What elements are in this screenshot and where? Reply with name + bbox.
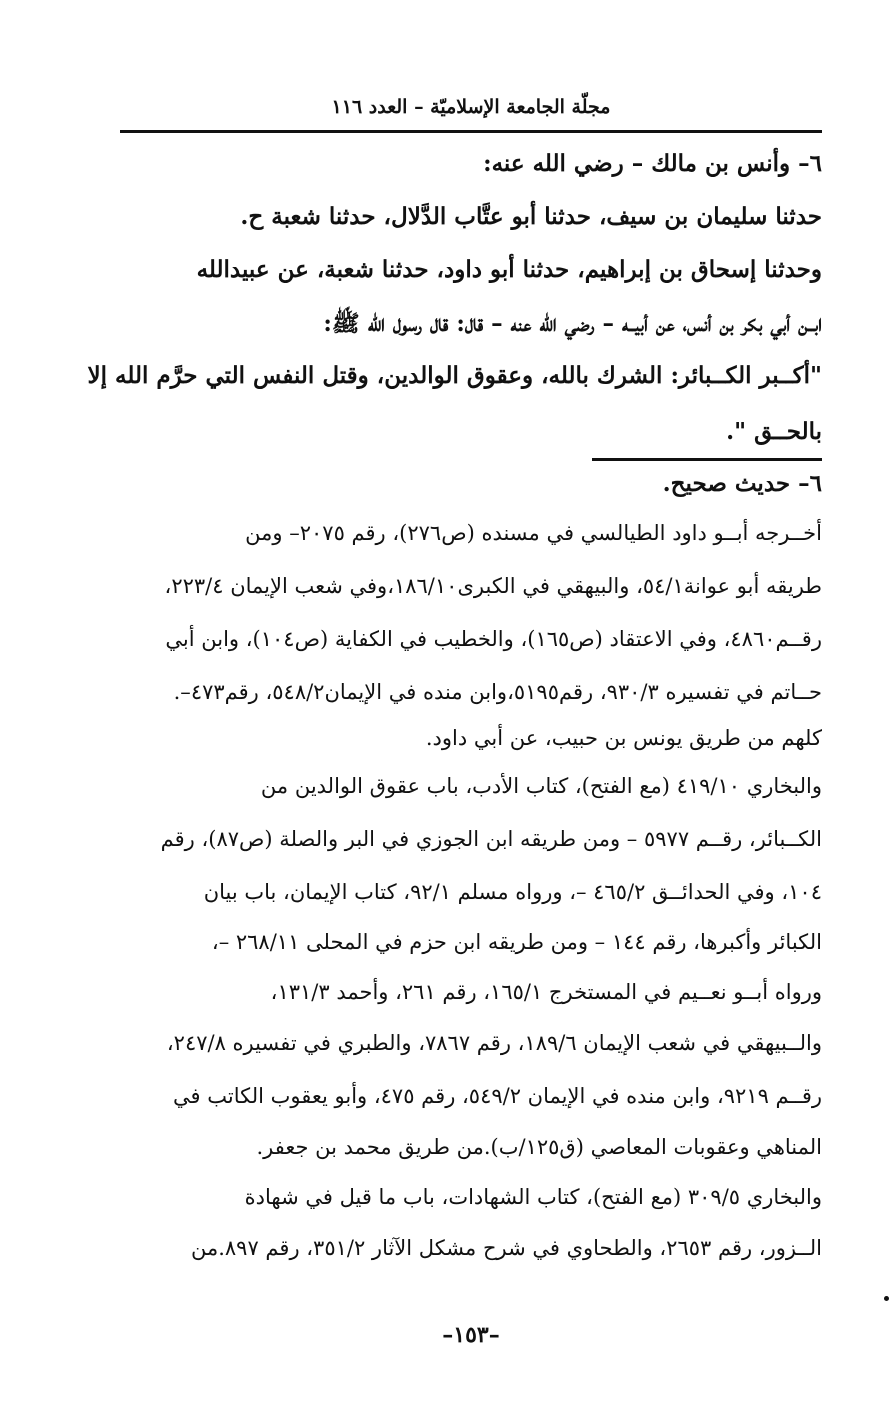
journal-header: مجلّة الجامعة الإسلاميّة – العدد ١١٦: [331, 96, 611, 118]
body-line: أخــرجه أبــو داود الطيالسي في مسنده (ص٢٧٦)، رقم ٢٠٧٥– ومن: [245, 521, 822, 545]
body-line: ١٠٤، وفي الحدائــق ٤٦٥/٢ –، ورواه مسلم ٩٢/١، كتاب الإيمان، باب بيان: [203, 880, 822, 904]
body-line: الــزور، رقم ٢٦٥٣، والطحاوي في شرح مشكل الآثار ٣٥١/٢، رقم ٨٩٧.من: [190, 1236, 822, 1260]
section-rule: [592, 458, 822, 461]
body-line: حــاتم في تفسيره ٩٣٠/٣، رقم٥١٩٥،وابن منده في الإيمان٥٤٨/٢، رقم٤٧٣–.: [173, 680, 822, 704]
hadith-line: ٦– وأنس بن مالك – رضي الله عنه:: [483, 150, 822, 177]
body-line: رقــم ٩٢١٩، وابن منده في الإيمان ٥٤٩/٢، رقم ٤٧٥، وأبو يعقوب الكاتب في: [173, 1084, 822, 1108]
header-rule: [120, 130, 822, 133]
page-number: –١٥٣–: [442, 1322, 500, 1348]
body-line: الكــبائر، رقــم ٥٩٧٧ – ومن طريقه ابن الجوزي في البر والصلة (ص٨٧)، رقم: [160, 827, 822, 851]
body-line: الكبائر وأكبرها، رقم ١٤٤ – ومن طريقه ابن حزم في المحلى ٢٦٨/١١ –،: [211, 930, 822, 954]
body-line: ورواه أبــو نعــيم في المستخرج ١٦٥/١، رقم ٢٦١، وأحمد ١٣١/٣،: [270, 980, 822, 1004]
hadith-line: وحدثنا إسحاق بن إبراهيم، حدثنا أبو داود، حدثنا شعبة، عن عبيدالله: [196, 256, 822, 283]
body-line: رقــم٤٨٦٠، وفي الاعتقاد (ص١٦٥)، والخطيب في الكفاية (ص١٠٤)، وابن أبي: [165, 627, 822, 651]
body-line: المناهي وعقوبات المعاصي (ق١٢٥/ب).من طريق محمد بن جعفر.: [256, 1135, 822, 1159]
body-line: كلهم من طريق يونس بن حبيب، عن أبي داود.: [425, 726, 822, 750]
hadith-line: "أكــبر الكــبائر: الشرك بالله، وعقوق الوالدين، وقتل النفس التي حرَّم الله إلا: [87, 362, 822, 389]
body-line: طريقه أبو عوانة٥٤/١، والبيهقي في الكبرى١٨٦/١٠،وفي شعب الإيمان ٢٢٣/٤،: [164, 574, 822, 598]
body-line: والبخاري ٣٠٩/٥ (مع الفتح)، كتاب الشهادات، باب ما قيل في شهادة: [244, 1185, 822, 1209]
body-line: والــبيهقي في شعب الإيمان ١٨٩/٦، رقم ٧٨٦٧، والطبري في تفسيره ٢٤٧/٨،: [166, 1031, 822, 1055]
body-line: والبخاري ٤١٩/١٠ (مع الفتح)، كتاب الأدب، باب عقوق الوالدين من: [260, 774, 822, 798]
hadith-line: حدثنا سليمان بن سيف، حدثنا أبو عتَّاب الدَّلال، حدثنا شعبة ح.: [240, 203, 822, 230]
margin-dot: [884, 1296, 889, 1301]
hadith-line: بالحــق ".: [726, 418, 822, 445]
section-title: ٦– حديث صحيح.: [662, 470, 822, 497]
hadith-line: ابــن أبي بكر بن أنس، عن أبيــه – رضي الله عنه – قال: قال رسول الله ﷺ:: [323, 310, 822, 337]
